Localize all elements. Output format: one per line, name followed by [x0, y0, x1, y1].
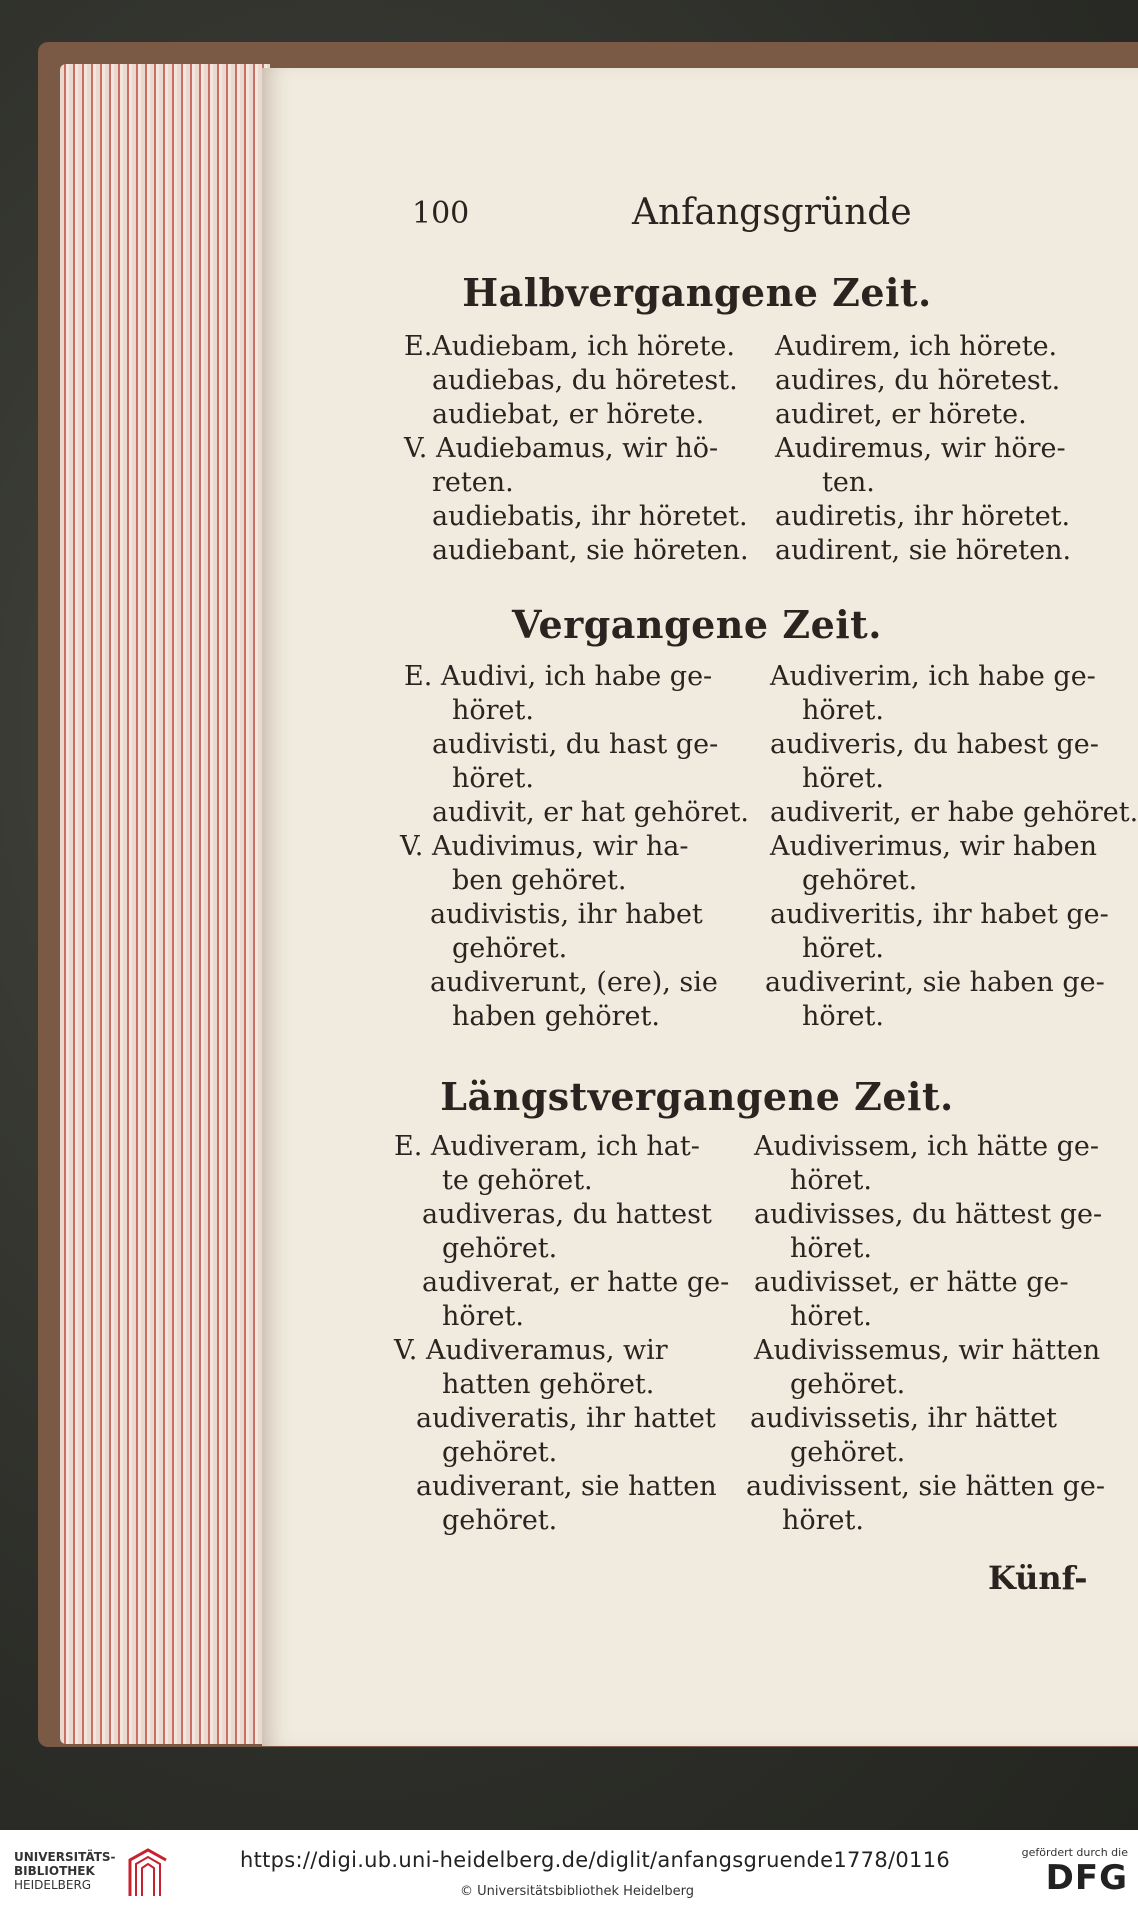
book-page: [262, 68, 1138, 1746]
indicative-cell: te gehöret.: [442, 1165, 593, 1196]
indicative-cell: E. Audivi, ich habe ge-: [404, 661, 713, 692]
subjunctive-cell: Audivissem, ich hätte ge-: [754, 1131, 1100, 1162]
indicative-cell: gehöret.: [442, 1437, 558, 1468]
subjunctive-cell: höret.: [802, 933, 884, 964]
indicative-cell: höret.: [452, 695, 534, 726]
dfg-wordmark: DFG: [1045, 1858, 1128, 1898]
indicative-cell: audiverunt, (ere), sie: [430, 967, 718, 998]
subjunctive-cell: höret.: [790, 1165, 872, 1196]
subjunctive-cell: audivissetis, ihr hättet: [750, 1403, 1058, 1434]
subjunctive-cell: höret.: [790, 1233, 872, 1264]
subjunctive-cell: gehöret.: [790, 1437, 906, 1468]
indicative-cell: audiebas, du höretest.: [432, 365, 738, 396]
page-edges: [60, 64, 270, 1744]
page-text: [262, 68, 1138, 1746]
indicative-cell: hatten gehöret.: [442, 1369, 655, 1400]
subjunctive-cell: gehöret.: [802, 865, 918, 896]
indicative-cell: audiebant, sie höreten.: [432, 535, 749, 566]
indicative-cell: audiebat, er hörete.: [432, 399, 705, 430]
indicative-cell: E.Audiebam, ich hörete.: [404, 331, 735, 362]
indicative-cell: audiveras, du hattest: [422, 1199, 712, 1230]
subjunctive-cell: höret.: [782, 1505, 864, 1536]
indicative-cell: audivistis, ihr habet: [430, 899, 703, 930]
indicative-cell: audiverat, er hatte ge-: [422, 1267, 730, 1298]
subjunctive-cell: audirent, sie höreten.: [775, 535, 1072, 566]
subjunctive-cell: audiret, er hörete.: [775, 399, 1027, 430]
library-name-line2: BIBLIOTHEK: [14, 1864, 95, 1878]
dfg-logo[interactable]: [1008, 1846, 1128, 1897]
catchword: Künf-: [988, 1559, 1088, 1597]
indicative-cell: audivit, er hat gehöret.: [432, 797, 749, 828]
subjunctive-cell: audiveritis, ihr habet ge-: [770, 899, 1109, 930]
running-head: [262, 192, 1138, 240]
subjunctive-cell: audiveris, du habest ge-: [770, 729, 1099, 760]
indicative-cell: höret.: [442, 1301, 524, 1332]
viewer-footer: [0, 1830, 1138, 1913]
indicative-cell: V. Audiebamus, wir hö-: [404, 433, 719, 464]
indicative-cell: haben gehöret.: [452, 1001, 660, 1032]
subjunctive-cell: Audivissemus, wir hätten: [754, 1335, 1101, 1366]
subjunctive-cell: höret.: [802, 1001, 884, 1032]
funded-by-label: gefördert durch die: [1021, 1846, 1128, 1859]
library-emblem-icon: [126, 1846, 170, 1902]
subjunctive-cell: audires, du höretest.: [775, 365, 1061, 396]
indicative-cell: gehöret.: [442, 1505, 558, 1536]
running-title: Anfangsgründe: [632, 192, 912, 233]
subjunctive-cell: audiverit, er habe gehöret.: [770, 797, 1138, 828]
indicative-cell: E. Audiveram, ich hat-: [394, 1131, 700, 1162]
subjunctive-cell: Audirem, ich hörete.: [775, 331, 1058, 362]
indicative-cell: höret.: [452, 763, 534, 794]
subjunctive-cell: Audiverimus, wir haben: [770, 831, 1097, 862]
subjunctive-cell: höret.: [802, 763, 884, 794]
subjunctive-cell: audivisses, du hättest ge-: [754, 1199, 1103, 1230]
library-name-line3: HEIDELBERG: [14, 1878, 92, 1892]
subjunctive-cell: höret.: [802, 695, 884, 726]
indicative-cell: ben gehöret.: [452, 865, 627, 896]
subjunctive-cell: Audiverim, ich habe ge-: [770, 661, 1096, 692]
subjunctive-cell: audiretis, ihr höretet.: [775, 501, 1071, 532]
indicative-cell: V. Audivimus, wir ha-: [400, 831, 689, 862]
page-number: 100: [412, 196, 470, 231]
subjunctive-cell: audivissent, sie hätten ge-: [746, 1471, 1105, 1502]
copyright-notice: © Universitätsbibliothek Heidelberg: [460, 1884, 695, 1899]
subjunctive-cell: audiverint, sie haben ge-: [765, 967, 1105, 998]
subjunctive-cell: höret.: [790, 1301, 872, 1332]
section-heading-perfect: Vergangene Zeit.: [512, 602, 882, 647]
subjunctive-cell: Audiremus, wir höre-: [775, 433, 1066, 464]
subjunctive-cell: gehöret.: [790, 1369, 906, 1400]
subjunctive-cell: ten.: [822, 467, 875, 498]
indicative-cell: audiveratis, ihr hattet: [416, 1403, 716, 1434]
indicative-cell: audivisti, du hast ge-: [432, 729, 719, 760]
section-heading-pluperfect: Längstvergangene Zeit.: [440, 1074, 954, 1119]
indicative-cell: audiverant, sie hatten: [416, 1471, 717, 1502]
indicative-cell: reten.: [432, 467, 514, 498]
library-logo[interactable]: [14, 1850, 164, 1900]
indicative-cell: V. Audiveramus, wir: [394, 1335, 668, 1366]
indicative-cell: gehöret.: [452, 933, 568, 964]
indicative-cell: gehöret.: [442, 1233, 558, 1264]
section-heading-imperfect: Halbvergangene Zeit.: [462, 270, 932, 315]
permalink[interactable]: https://digi.ub.uni-heidelberg.de/diglit/anfangsgruende1778/0116: [240, 1848, 951, 1872]
indicative-cell: audiebatis, ihr höretet.: [432, 501, 748, 532]
subjunctive-cell: audivisset, er hätte ge-: [754, 1267, 1069, 1298]
library-name-line1: UNIVERSITÄTS-: [14, 1850, 116, 1864]
